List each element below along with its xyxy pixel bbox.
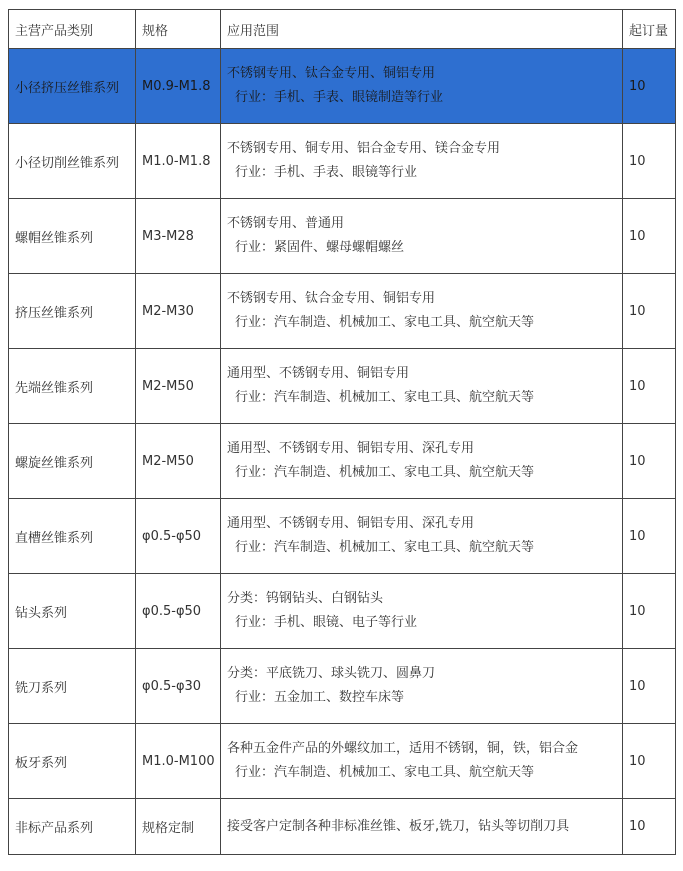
cell-moq: 10 xyxy=(623,499,676,574)
cell-moq: 10 xyxy=(623,349,676,424)
cell-category: 铣刀系列 xyxy=(9,649,136,724)
industry-text: 行业：手机、眼镜、电子等行业 xyxy=(235,615,418,630)
industry-text: 行业：汽车制造、机械加工、家电工具、航空航天等 xyxy=(235,315,535,330)
cell-spec: φ0.5-φ30 xyxy=(136,649,221,724)
cell-usage xyxy=(221,199,623,274)
cell-moq: 10 xyxy=(623,799,676,855)
industry-text: 行业：汽车制造、机械加工、家电工具、航空航天等 xyxy=(235,465,535,480)
industry-text: 行业：紧固件、螺母螺帽螺丝 xyxy=(235,240,405,255)
cell-spec: 规格定制 xyxy=(136,799,221,855)
industry-text: 行业：汽车制造、机械加工、家电工具、航空航天等 xyxy=(235,540,535,555)
cell-usage xyxy=(221,649,623,724)
header-category: 主营产品类别 xyxy=(9,10,136,49)
cell-usage xyxy=(221,274,623,349)
usage-text: 不锈钢专用、钛合金专用、铜铝专用 xyxy=(227,66,436,81)
usage-text: 通用型、不锈钢专用、铜铝专用 xyxy=(227,366,410,381)
cell-spec: M2-M30 xyxy=(136,274,221,349)
cell-category: 钻头系列 xyxy=(9,574,136,649)
industry-text: 行业：五金加工、数控车床等 xyxy=(235,690,405,705)
table-row[interactable] xyxy=(9,499,676,574)
cell-usage xyxy=(221,424,623,499)
table-row[interactable] xyxy=(9,799,676,855)
cell-category: 螺帽丝锥系列 xyxy=(9,199,136,274)
product-table xyxy=(8,9,676,855)
table-row[interactable] xyxy=(9,274,676,349)
cell-category: 挤压丝锥系列 xyxy=(9,274,136,349)
cell-moq: 10 xyxy=(623,724,676,799)
header-usage: 应用范围 xyxy=(221,10,623,49)
cell-spec: M2-M50 xyxy=(136,349,221,424)
usage-text: 通用型、不锈钢专用、铜铝专用、深孔专用 xyxy=(227,441,475,456)
cell-spec: M1.0-M100 xyxy=(136,724,221,799)
cell-moq: 10 xyxy=(623,424,676,499)
table-row[interactable] xyxy=(9,424,676,499)
cell-usage xyxy=(221,349,623,424)
usage-text: 各种五金件产品的外螺纹加工，适用不锈钢，铜，铁，铝合金 xyxy=(227,741,579,756)
cell-moq: 10 xyxy=(623,49,676,124)
usage-text: 分类：平底铣刀、球头铣刀、圆鼻刀 xyxy=(227,666,436,681)
table-row[interactable] xyxy=(9,649,676,724)
industry-text: 行业：汽车制造、机械加工、家电工具、航空航天等 xyxy=(235,390,535,405)
industry-text: 行业：汽车制造、机械加工、家电工具、航空航天等 xyxy=(235,765,535,780)
usage-text: 接受客户定制各种非标准丝锥、板牙,铣刀，钻头等切削刀具 xyxy=(227,818,570,834)
cell-category: 非标产品系列 xyxy=(9,799,136,855)
cell-category: 直槽丝锥系列 xyxy=(9,499,136,574)
table-row[interactable] xyxy=(9,724,676,799)
cell-spec: M2-M50 xyxy=(136,424,221,499)
header-moq: 起订量 xyxy=(623,10,676,49)
table-header-row xyxy=(9,10,676,49)
industry-text: 行业：手机、手表、眼镜等行业 xyxy=(235,165,418,180)
usage-text: 分类：钨钢钻头、白钢钻头 xyxy=(227,591,384,606)
cell-usage xyxy=(221,49,623,124)
table-row[interactable] xyxy=(9,49,676,124)
header-spec: 规格 xyxy=(136,10,221,49)
cell-usage xyxy=(221,724,623,799)
table-row[interactable] xyxy=(9,349,676,424)
table-row[interactable] xyxy=(9,574,676,649)
table-row[interactable] xyxy=(9,124,676,199)
usage-text: 不锈钢专用、普通用 xyxy=(227,216,345,231)
usage-text: 不锈钢专用、铜专用、铝合金专用、镁合金专用 xyxy=(227,141,501,156)
cell-category: 小径挤压丝锥系列 xyxy=(9,49,136,124)
cell-category: 板牙系列 xyxy=(9,724,136,799)
cell-spec: M3-M28 xyxy=(136,199,221,274)
usage-text: 通用型、不锈钢专用、铜铝专用、深孔专用 xyxy=(227,516,475,531)
cell-moq: 10 xyxy=(623,199,676,274)
cell-usage xyxy=(221,799,623,855)
cell-usage xyxy=(221,499,623,574)
cell-moq: 10 xyxy=(623,124,676,199)
cell-usage xyxy=(221,124,623,199)
cell-spec: φ0.5-φ50 xyxy=(136,499,221,574)
cell-moq: 10 xyxy=(623,274,676,349)
cell-moq: 10 xyxy=(623,649,676,724)
cell-category: 小径切削丝锥系列 xyxy=(9,124,136,199)
cell-spec: φ0.5-φ50 xyxy=(136,574,221,649)
cell-usage xyxy=(221,574,623,649)
table-row[interactable] xyxy=(9,199,676,274)
cell-category: 螺旋丝锥系列 xyxy=(9,424,136,499)
cell-category: 先端丝锥系列 xyxy=(9,349,136,424)
cell-spec: M1.0-M1.8 xyxy=(136,124,221,199)
industry-text: 行业：手机、手表、眼镜制造等行业 xyxy=(235,90,444,105)
cell-moq: 10 xyxy=(623,574,676,649)
usage-text: 不锈钢专用、钛合金专用、铜铝专用 xyxy=(227,291,436,306)
cell-spec: M0.9-M1.8 xyxy=(136,49,221,124)
product-table-container xyxy=(8,9,676,855)
